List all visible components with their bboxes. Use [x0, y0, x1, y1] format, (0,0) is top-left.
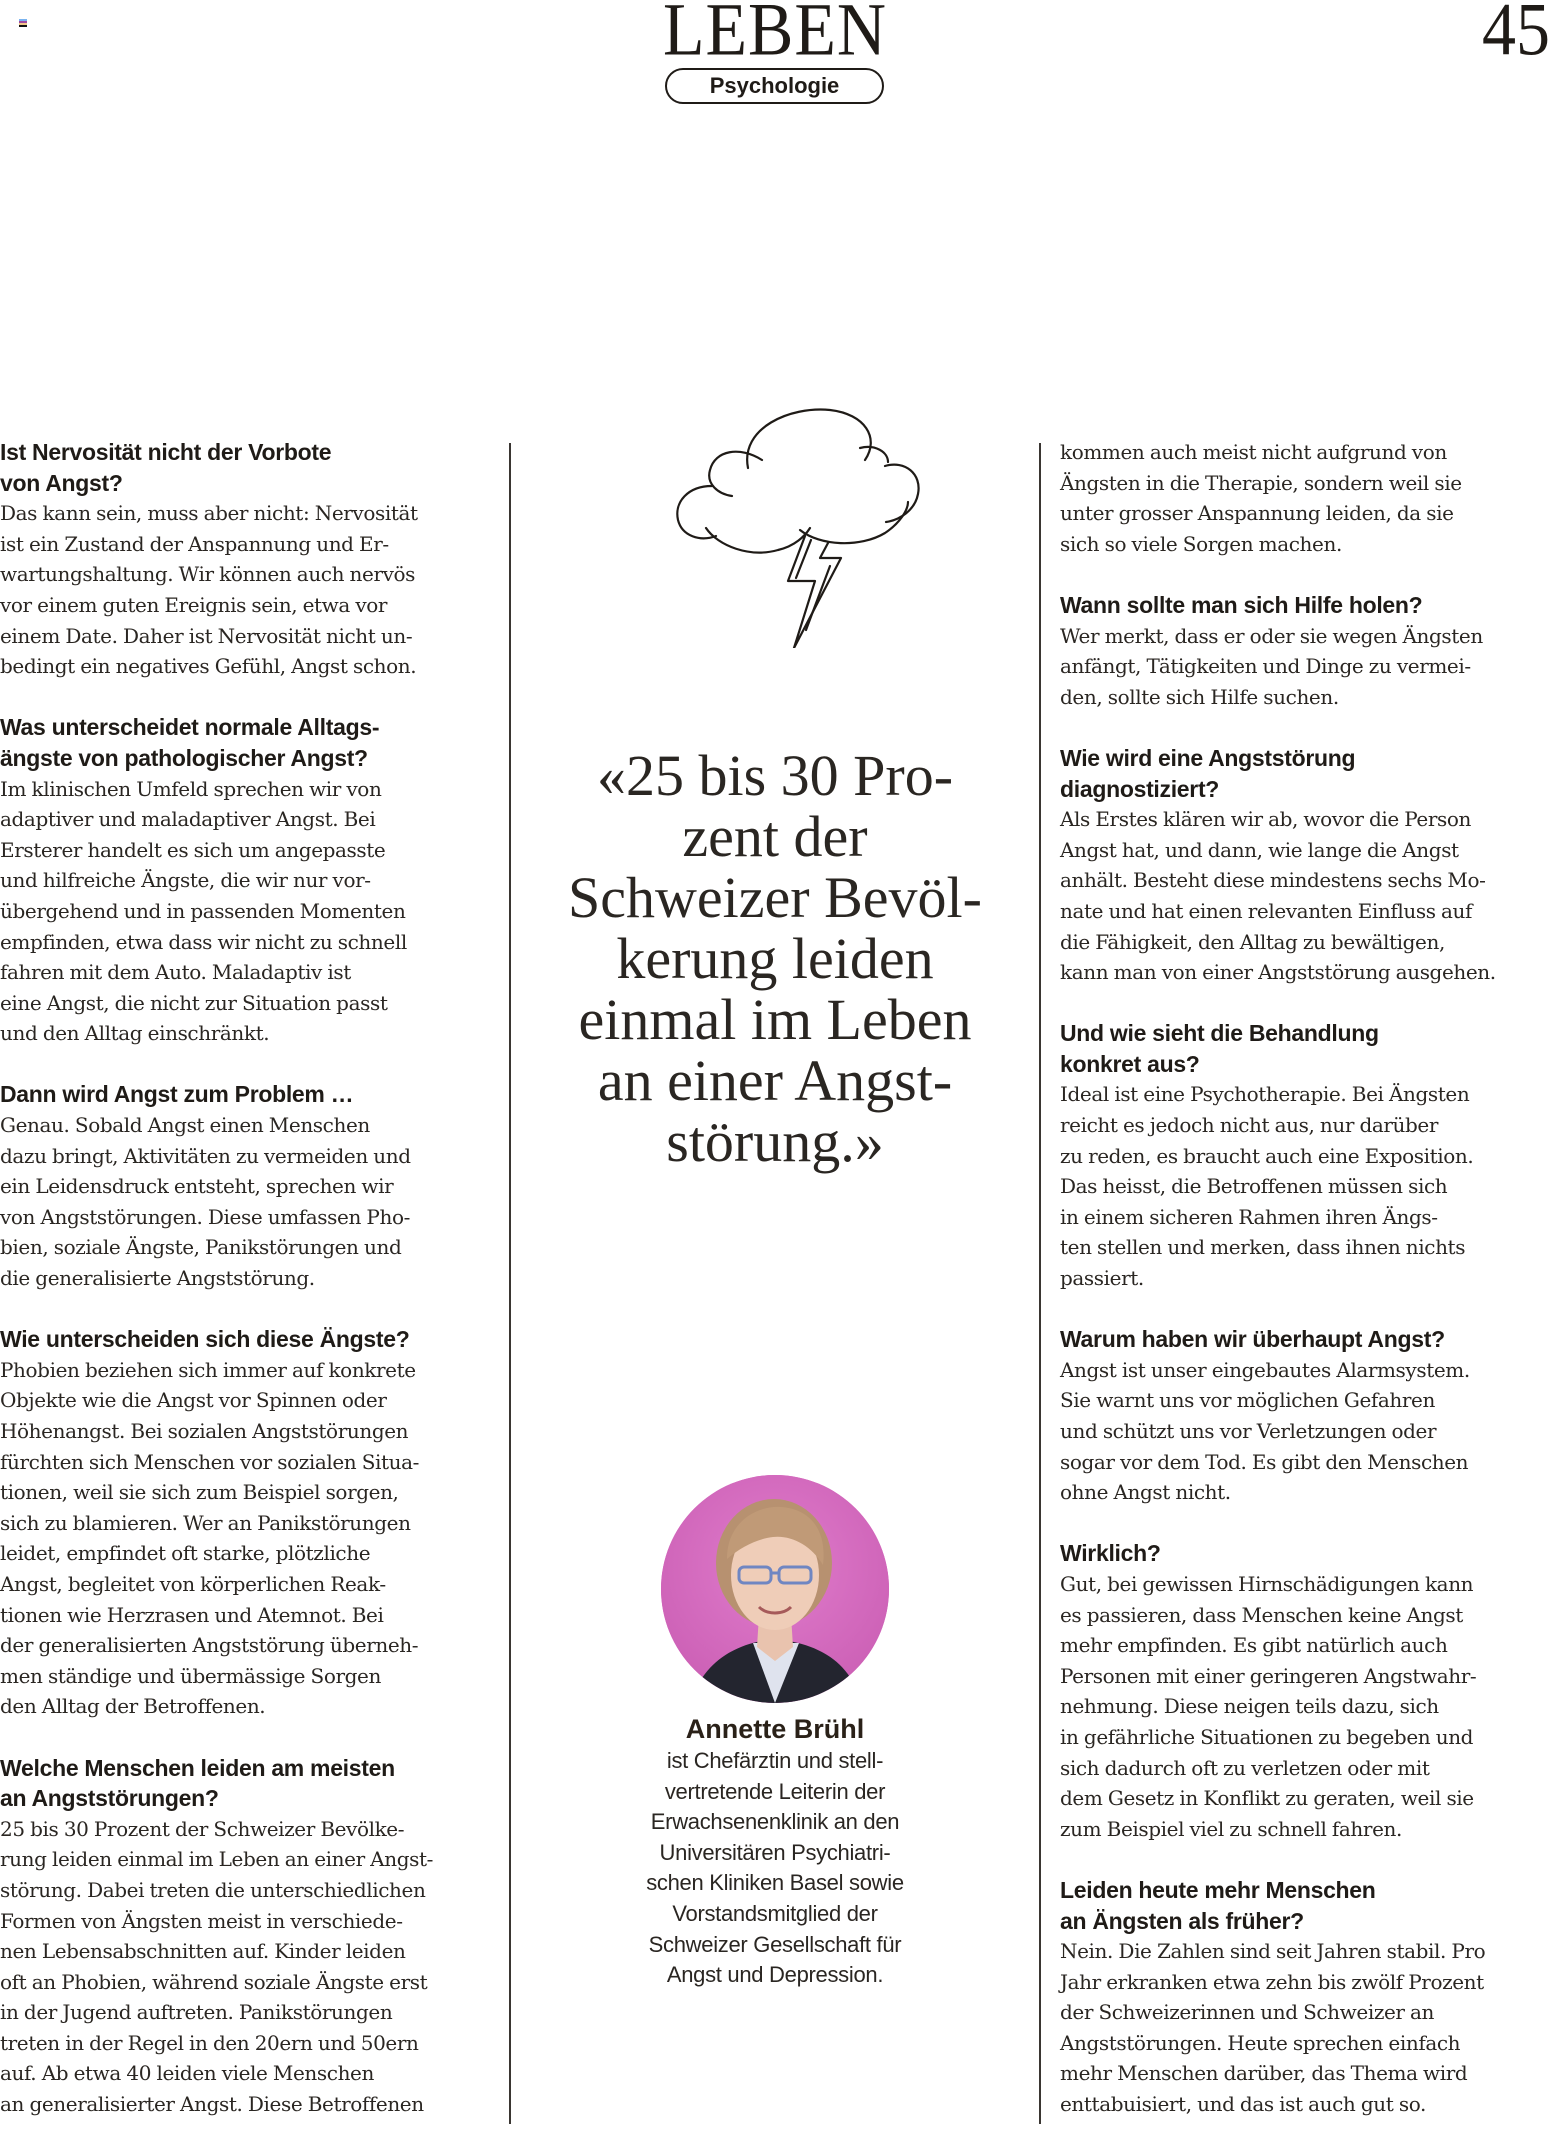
- text-line: an Angststörungen?: [0, 1785, 219, 1812]
- text-line: den, sollte sich Hilfe suchen.: [1060, 684, 1339, 709]
- text-line: Objekte wie die Angst vor Spinnen oder: [0, 1388, 387, 1413]
- text-line: Höhenangst. Bei sozialen Angststörungen: [0, 1419, 409, 1443]
- text-line: Als Erstes klären wir ab, wovor die Person: [1060, 807, 1471, 832]
- text-line: ohne Angst nicht.: [1060, 1480, 1231, 1505]
- text-line: Universitären Psychiatri-: [659, 1839, 891, 1865]
- storm-cloud-lightning-icon: [660, 398, 920, 648]
- text-line: mehr empfinden. Es gibt natürlich auch: [1060, 1633, 1448, 1658]
- text-line: und schützt uns vor Verletzungen oder: [1060, 1419, 1437, 1443]
- text-line: Im klinischen Umfeld sprechen wir von: [0, 776, 382, 801]
- text-line: Wie unterscheiden sich diese Ängste?: [0, 1326, 410, 1353]
- text-line: den Alltag der Betroffenen.: [0, 1694, 266, 1719]
- masthead: [0, 0, 1550, 110]
- question-heading: [1060, 590, 1550, 621]
- portrait-photo: [661, 1475, 889, 1703]
- text-line: in gefährliche Situationen zu begeben und: [1060, 1724, 1474, 1749]
- question-heading: [1060, 1018, 1550, 1079]
- question-heading: [1060, 1875, 1550, 1936]
- text-line: Schweizer Gesellschaft für: [648, 1931, 902, 1957]
- text-line: Jahr erkranken etwa zehn bis zwölf Prozent: [1060, 1969, 1484, 1994]
- text-line: unter grosser Anspannung leiden, da sie: [1060, 501, 1454, 526]
- category-badge: Psychologie: [665, 68, 884, 104]
- text-line: vertretende Leiterin der: [664, 1778, 886, 1804]
- text-line: passiert.: [1060, 1266, 1144, 1291]
- text-line: Personen mit einer geringeren Angstwahr-: [1060, 1663, 1477, 1688]
- left-column: [0, 437, 495, 2150]
- continuation-block: [1060, 437, 1550, 559]
- text-line: men ständige und übermässige Sorgen: [0, 1663, 381, 1688]
- answer-text: [1060, 437, 1550, 559]
- answer-text: [0, 1110, 495, 1294]
- text-line: leidet, empfindet oft starke, plötzliche: [0, 1541, 371, 1566]
- text-line: tionen, weil sie sich zum Beispiel sorgen,: [0, 1480, 399, 1505]
- qa-block: [1060, 1538, 1550, 1844]
- text-line: Wirklich?: [1060, 1540, 1161, 1567]
- text-line: die Fähigkeit, den Alltag zu bewältigen,: [1060, 929, 1445, 954]
- text-line: Erwachsenenklinik an den: [650, 1809, 900, 1835]
- text-line: auf. Ab etwa 40 leiden viele Menschen: [0, 2061, 374, 2086]
- text-line: Ängsten in die Therapie, sondern weil sie: [1060, 470, 1462, 495]
- text-line: Wer merkt, dass er oder sie wegen Ängsten: [1060, 623, 1483, 648]
- text-line: empfinden, etwa dass wir nicht zu schnell: [0, 929, 407, 954]
- text-line: zu reden, es braucht auch eine Exposition.: [1060, 1143, 1474, 1168]
- text-line: Angststörungen. Heute sprechen einfach: [1060, 2030, 1461, 2055]
- question-heading: [0, 437, 495, 498]
- text-line: adaptiver und maladaptiver Angst. Bei: [0, 807, 376, 832]
- text-line: diagnostiziert?: [1060, 775, 1220, 802]
- text-line: Das heisst, die Betroffenen müssen sich: [1060, 1174, 1448, 1199]
- text-line: rung leiden einmal im Leben an einer Angst-: [0, 1847, 433, 1872]
- author-caption: [590, 1712, 960, 1991]
- text-line: zum Beispiel viel zu schnell fahren.: [1060, 1816, 1402, 1841]
- text-line: Leiden heute mehr Menschen: [1060, 1876, 1376, 1903]
- text-line: Wann sollte man sich Hilfe holen?: [1060, 591, 1423, 618]
- text-line: dazu bringt, Aktivitäten zu vermeiden und: [0, 1143, 411, 1168]
- qa-block: [1060, 1018, 1550, 1293]
- text-line: von Angststörungen. Diese umfassen Pho-: [0, 1204, 410, 1229]
- text-line: Schweizer Bevöl-: [568, 865, 982, 930]
- text-line: an Ängsten als früher?: [1060, 1907, 1304, 1934]
- text-line: in einem sicheren Rahmen ihren Ängs-: [1060, 1204, 1438, 1229]
- answer-text: [0, 774, 495, 1049]
- pull-quote: [540, 745, 1010, 1172]
- text-line: Welche Menschen leiden am meisten: [0, 1754, 395, 1781]
- text-line: Gut, bei gewissen Hirnschädigungen kann: [1060, 1571, 1474, 1596]
- text-line: sich zu blamieren. Wer an Panikstörungen: [0, 1510, 411, 1535]
- text-line: fürchten sich Menschen vor sozialen Situa-: [0, 1449, 420, 1474]
- text-line: Und wie sieht die Behandlung: [1060, 1020, 1379, 1047]
- column-divider: [1039, 443, 1041, 2124]
- author-bio: [590, 1746, 960, 1991]
- question-heading: [1060, 743, 1550, 804]
- text-line: sogar vor dem Tod. Es gibt den Menschen: [1060, 1449, 1469, 1474]
- qa-block: [1060, 1324, 1550, 1508]
- qa-block: [0, 1079, 495, 1293]
- question-heading: [0, 712, 495, 773]
- text-line: und hilfreiche Ängste, die wir nur vor-: [0, 868, 371, 893]
- question-heading: [0, 1324, 495, 1355]
- text-line: anfängt, Tätigkeiten und Dinge zu vermei-: [1060, 654, 1471, 679]
- text-line: Angst, begleitet von körperlichen Reak-: [0, 1571, 386, 1596]
- text-line: «25 bis 30 Pro-: [596, 743, 954, 808]
- qa-block: [0, 1324, 495, 1722]
- text-line: ist ein Zustand der Anspannung und Er-: [0, 531, 389, 556]
- text-line: Nein. Die Zahlen sind seit Jahren stabil. Pro: [1060, 1939, 1486, 1964]
- text-line: Sie warnt uns vor möglichen Gefahren: [1060, 1388, 1435, 1413]
- text-line: kerung leiden: [616, 926, 934, 991]
- text-line: treten in der Regel in den 20ern und 50ern: [0, 2030, 419, 2055]
- text-line: und den Alltag einschränkt.: [0, 1021, 270, 1046]
- qa-block: [1060, 743, 1550, 988]
- text-line: reicht es jedoch nicht aus, nur darüber: [1060, 1113, 1439, 1138]
- qa-block: [0, 1753, 495, 2120]
- qa-block: [1060, 590, 1550, 712]
- text-line: wartungshaltung. Wir können auch nervös: [0, 562, 416, 587]
- text-line: störung. Dabei treten die unterschiedlichen: [0, 1877, 426, 1902]
- text-line: tionen wie Herzrasen und Atemnot. Bei: [0, 1602, 384, 1627]
- page-number: 45: [1482, 0, 1550, 71]
- text-line: kommen auch meist nicht aufgrund von: [1060, 440, 1447, 464]
- text-line: sich dadurch oft zu verletzen oder mit: [1060, 1755, 1430, 1780]
- text-line: Phobien beziehen sich immer auf konkrete: [0, 1357, 416, 1382]
- text-line: Genau. Sobald Angst einen Menschen: [0, 1113, 370, 1138]
- question-heading: [1060, 1324, 1550, 1355]
- answer-text: [1060, 1355, 1550, 1508]
- right-column: [1060, 437, 1550, 2150]
- question-heading: [0, 1079, 495, 1110]
- answer-text: [1060, 1936, 1550, 2120]
- text-line: Ist Nervosität nicht der Vorbote: [0, 439, 332, 465]
- text-line: fahren mit dem Auto. Maladaptiv ist: [0, 960, 351, 985]
- text-line: Dann wird Angst zum Problem …: [0, 1081, 354, 1108]
- text-line: von Angst?: [0, 469, 123, 496]
- qa-block: [0, 437, 495, 682]
- text-line: ängste von pathologischer Angst?: [0, 744, 368, 771]
- text-line: störung.»: [666, 1109, 884, 1174]
- text-line: 25 bis 30 Prozent der Schweizer Bevölke-: [0, 1816, 405, 1841]
- text-line: nen Lebensabschnitten auf. Kinder leiden: [0, 1939, 406, 1964]
- text-line: nate und hat einen relevanten Einfluss auf: [1060, 898, 1473, 923]
- text-line: Angst und Depression.: [666, 1962, 884, 1988]
- text-line: konkret aus?: [1060, 1050, 1200, 1077]
- answer-text: [1060, 1079, 1550, 1293]
- text-line: Angst hat, und dann, wie lange die Angst: [1060, 837, 1459, 862]
- text-line: einmal im Leben: [578, 987, 972, 1052]
- text-line: es passieren, dass Menschen keine Angst: [1060, 1602, 1463, 1627]
- author-name: Annette Brühl: [685, 1714, 865, 1744]
- text-line: Angst ist unser eingebautes Alarmsystem.: [1060, 1357, 1470, 1382]
- text-line: Das kann sein, muss aber nicht: Nervosität: [0, 501, 418, 526]
- text-line: schen Kliniken Basel sowie: [646, 1870, 904, 1896]
- section-title: LEBEN: [662, 0, 888, 71]
- text-line: Was unterscheidet normale Alltags-: [0, 714, 380, 741]
- text-line: die generalisierte Angststörung.: [0, 1266, 315, 1291]
- text-line: nehmung. Diese neigen teils dazu, sich: [1060, 1694, 1439, 1719]
- text-line: Ideal ist eine Psychotherapie. Bei Ängsten: [1060, 1082, 1470, 1107]
- text-line: Ersterer handelt es sich um angepasste: [0, 837, 386, 862]
- text-line: einem Date. Daher ist Nervosität nicht un-: [0, 623, 413, 648]
- text-line: der Schweizerinnen und Schweizer an: [1060, 2000, 1435, 2025]
- text-line: enttabuisiert, und das ist auch gut so.: [1060, 2092, 1426, 2117]
- text-line: zent der: [682, 804, 868, 869]
- question-heading: [1060, 1538, 1550, 1569]
- answer-text: [0, 498, 495, 682]
- answer-text: [1060, 1569, 1550, 1844]
- text-line: Warum haben wir überhaupt Angst?: [1060, 1326, 1445, 1353]
- text-line: bien, soziale Ängste, Panikstörungen und: [0, 1235, 402, 1260]
- column-divider: [509, 443, 511, 2124]
- text-line: in der Jugend auftreten. Panikstörungen: [0, 2000, 393, 2025]
- text-line: übergehend und in passenden Momenten: [0, 898, 406, 923]
- qa-block: [1060, 1875, 1550, 2120]
- text-line: kann man von einer Angststörung ausgehen.: [1060, 960, 1496, 985]
- text-line: mehr Menschen darüber, das Thema wird: [1060, 2061, 1468, 2086]
- text-line: ist Chefärztin und stell-: [666, 1748, 884, 1773]
- answer-text: [1060, 621, 1550, 713]
- text-line: eine Angst, die nicht zur Situation passt: [0, 990, 388, 1015]
- text-line: ten stellen und merken, dass ihnen nichts: [1060, 1235, 1466, 1260]
- text-line: ein Leidensdruck entsteht, sprechen wir: [0, 1174, 394, 1199]
- text-line: sich so viele Sorgen machen.: [1060, 531, 1342, 556]
- text-line: oft an Phobien, während soziale Ängste erst: [0, 1969, 428, 1994]
- answer-text: [1060, 804, 1550, 988]
- text-line: vor einem guten Ereignis sein, etwa vor: [0, 592, 388, 617]
- text-line: Wie wird eine Angststörung: [1060, 744, 1356, 771]
- qa-block: [0, 712, 495, 1049]
- text-line: anhält. Besteht diese mindestens sechs Mo-: [1060, 868, 1486, 893]
- question-heading: [0, 1753, 495, 1814]
- text-line: der generalisierten Angststörung überneh-: [0, 1633, 419, 1658]
- text-line: Formen von Ängsten meist in verschiede-: [0, 1908, 403, 1933]
- answer-text: [0, 1814, 495, 2120]
- text-line: an generalisierter Angst. Diese Betroffenen: [0, 2092, 424, 2117]
- text-line: bedingt ein negatives Gefühl, Angst schon.: [0, 654, 417, 679]
- answer-text: [0, 1355, 495, 1722]
- text-line: dem Gesetz in Konflikt zu geraten, weil sie: [1060, 1786, 1474, 1811]
- text-line: an einer Angst-: [597, 1048, 953, 1113]
- text-line: Vorstandsmitglied der: [672, 1900, 878, 1926]
